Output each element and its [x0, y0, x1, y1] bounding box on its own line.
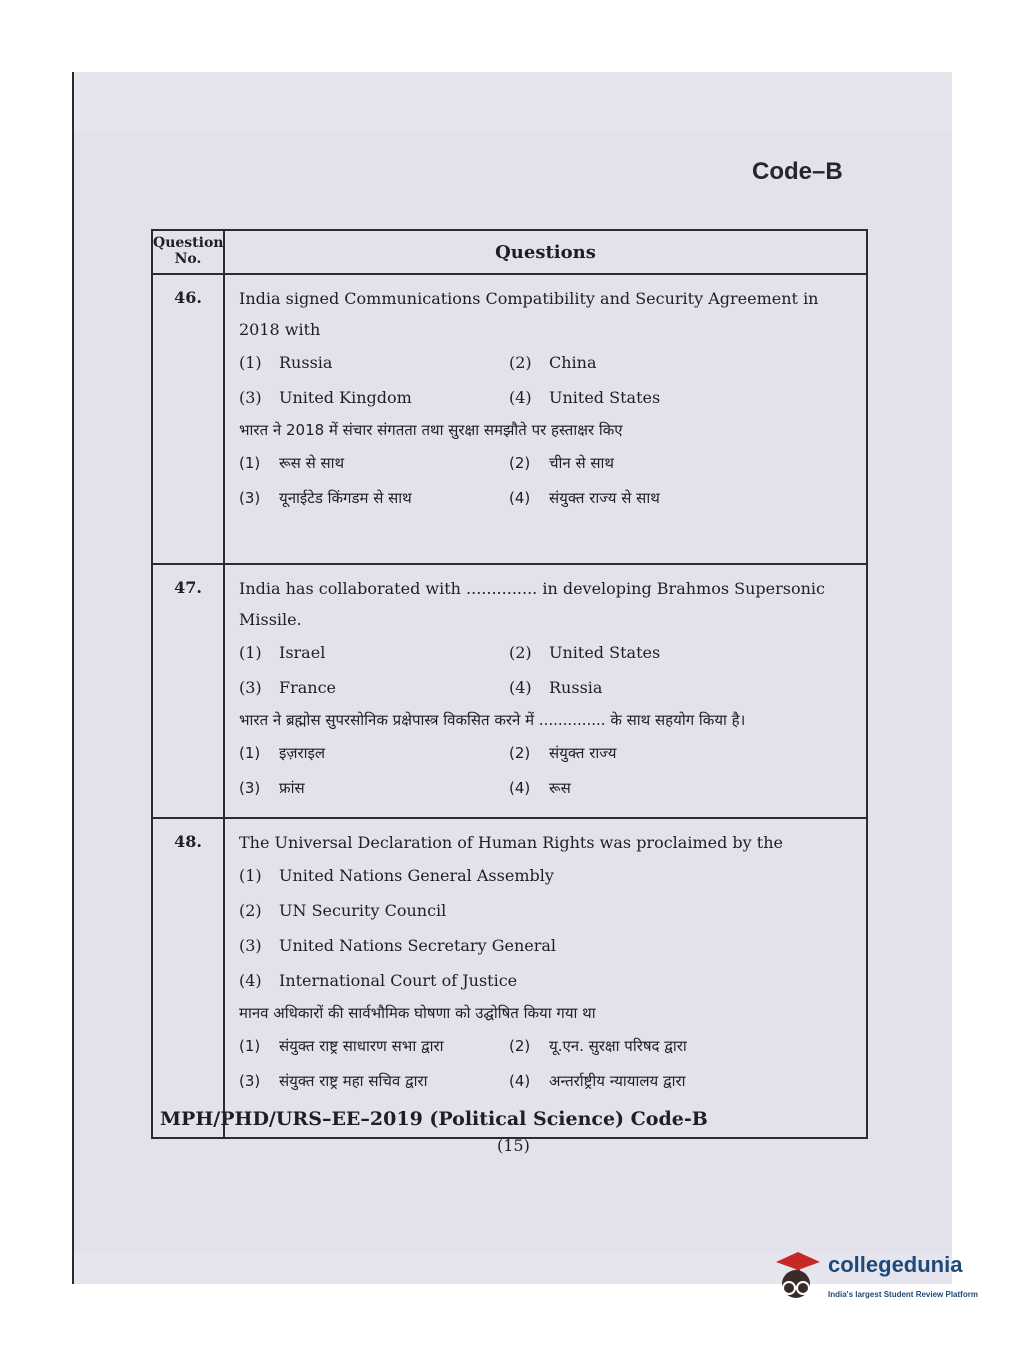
option-text: रूस [549, 779, 571, 797]
option-item [509, 345, 809, 380]
option-text: China [549, 353, 597, 372]
mascot-icon [768, 1248, 824, 1308]
question-row [152, 564, 867, 818]
option-text: अन्तर्राष्ट्रीय न्यायालय द्वारा [549, 1072, 686, 1090]
option-number: (3) [239, 779, 261, 797]
option-number: (1) [239, 744, 261, 762]
option-text: संयुक्त राष्ट्र साधारण सभा द्वारा [279, 1037, 444, 1055]
code-label: Code–B [752, 158, 843, 185]
option-text: संयुक्त राज्य [549, 744, 617, 762]
option-number: (2) [509, 454, 531, 472]
question-body [224, 274, 867, 564]
option-item [509, 380, 809, 415]
options-en [239, 345, 860, 415]
option-number: (2) [509, 643, 532, 662]
option-text: United Kingdom [279, 388, 412, 407]
question-table [151, 229, 868, 1139]
option-text: UN Security Council [279, 901, 447, 920]
option-text: United States [549, 388, 661, 407]
option-item [509, 771, 809, 806]
option-text: United Nations General Assembly [279, 866, 554, 885]
option-text: इज़राइल [279, 744, 326, 762]
option-text: फ्रांस [279, 779, 305, 797]
option-number: (1) [239, 454, 261, 472]
option-text: International Court of Justice [279, 971, 518, 990]
option-item [239, 736, 509, 771]
option-text: Israel [279, 643, 326, 662]
question-text-hi: भारत ने ब्रह्मोस सुपरसोनिक प्रक्षेपास्त्र विकसित करने में .............. के साथ सहयोग किया है। [239, 711, 746, 729]
option-item [509, 635, 809, 670]
option-item [239, 928, 860, 963]
option-text: रूस से साथ [279, 454, 345, 472]
option-number: (3) [239, 936, 262, 955]
option-item [239, 670, 509, 705]
option-number: (2) [509, 744, 531, 762]
exam-footer-title: MPH/PHD/URS–EE–2019 (Political Science) Code-B [160, 1108, 708, 1130]
option-item [509, 670, 809, 705]
option-number: (4) [509, 388, 532, 407]
question-text-en: India signed Communications Compatibility and Security Agreement in 2018 with [239, 289, 819, 339]
option-item [239, 635, 509, 670]
option-text: Russia [279, 353, 333, 372]
option-text: संयुक्त राज्य से साथ [549, 489, 660, 507]
logo-name: collegedunia [828, 1252, 963, 1277]
option-number: (4) [239, 971, 262, 990]
option-text: France [279, 678, 337, 697]
option-number: (2) [509, 353, 532, 372]
option-item [509, 1064, 809, 1099]
option-text: चीन से साथ [549, 454, 615, 472]
scan-edge [72, 72, 74, 1284]
option-item [239, 963, 860, 998]
option-item [239, 771, 509, 806]
question-number: 48. [152, 818, 224, 1138]
question-text-en: The Universal Declaration of Human Rights was proclaimed by the [239, 833, 783, 852]
option-item [239, 481, 509, 516]
header-question-no: Question No. [152, 230, 224, 274]
option-text: United States [549, 643, 661, 662]
option-item [239, 446, 509, 481]
option-number: (3) [239, 388, 262, 407]
option-number: (3) [239, 1072, 261, 1090]
header-questions: Questions [224, 230, 867, 274]
option-number: (3) [239, 678, 262, 697]
options-en [239, 635, 860, 705]
option-text: यूनाईटेड किंगडम से साथ [279, 489, 412, 507]
question-body [224, 818, 867, 1138]
options-hi [239, 1029, 860, 1099]
question-text-hi: भारत ने 2018 में संचार संगतता तथा सुरक्षा समझौते पर हस्ताक्षर किए [239, 421, 623, 439]
option-item [509, 446, 809, 481]
question-row [152, 818, 867, 1138]
option-text: United Nations Secretary General [279, 936, 557, 955]
option-number: (2) [509, 1037, 531, 1055]
option-item [509, 481, 809, 516]
options-hi [239, 736, 860, 806]
option-number: (4) [509, 1072, 531, 1090]
option-number: (3) [239, 489, 261, 507]
question-text-hi: मानव अधिकारों की सार्वभौमिक घोषणा को उद्घोषित किया गया था [239, 1004, 596, 1022]
option-number: (4) [509, 779, 531, 797]
option-number: (1) [239, 643, 262, 662]
option-item [239, 380, 509, 415]
option-item [509, 736, 809, 771]
question-number: 46. [152, 274, 224, 564]
question-number: 47. [152, 564, 224, 818]
option-number: (4) [509, 489, 531, 507]
option-item [239, 893, 860, 928]
option-item [239, 345, 509, 380]
option-item [239, 1064, 509, 1099]
option-number: (1) [239, 1037, 261, 1055]
option-number: (1) [239, 353, 262, 372]
option-text: यू.एन. सुरक्षा परिषद द्वारा [549, 1037, 687, 1055]
table-header [152, 230, 867, 274]
option-text: संयुक्त राष्ट्र महा सचिव द्वारा [279, 1072, 428, 1090]
option-item [509, 1029, 809, 1064]
option-number: (1) [239, 866, 262, 885]
logo-tagline: India's largest Student Review Platform [828, 1290, 978, 1299]
question-text-en: India has collaborated with .............. in developing Brahmos Supersonic Missile. [239, 579, 825, 629]
option-item [239, 858, 860, 893]
question-body [224, 564, 867, 818]
options-hi [239, 446, 860, 516]
option-number: (4) [509, 678, 532, 697]
options-en [239, 858, 860, 998]
option-text: Russia [549, 678, 603, 697]
option-item [239, 1029, 509, 1064]
question-row [152, 274, 867, 564]
page-number: (15) [497, 1136, 530, 1155]
option-number: (2) [239, 901, 262, 920]
collegedunia-logo[interactable] [768, 1248, 998, 1312]
